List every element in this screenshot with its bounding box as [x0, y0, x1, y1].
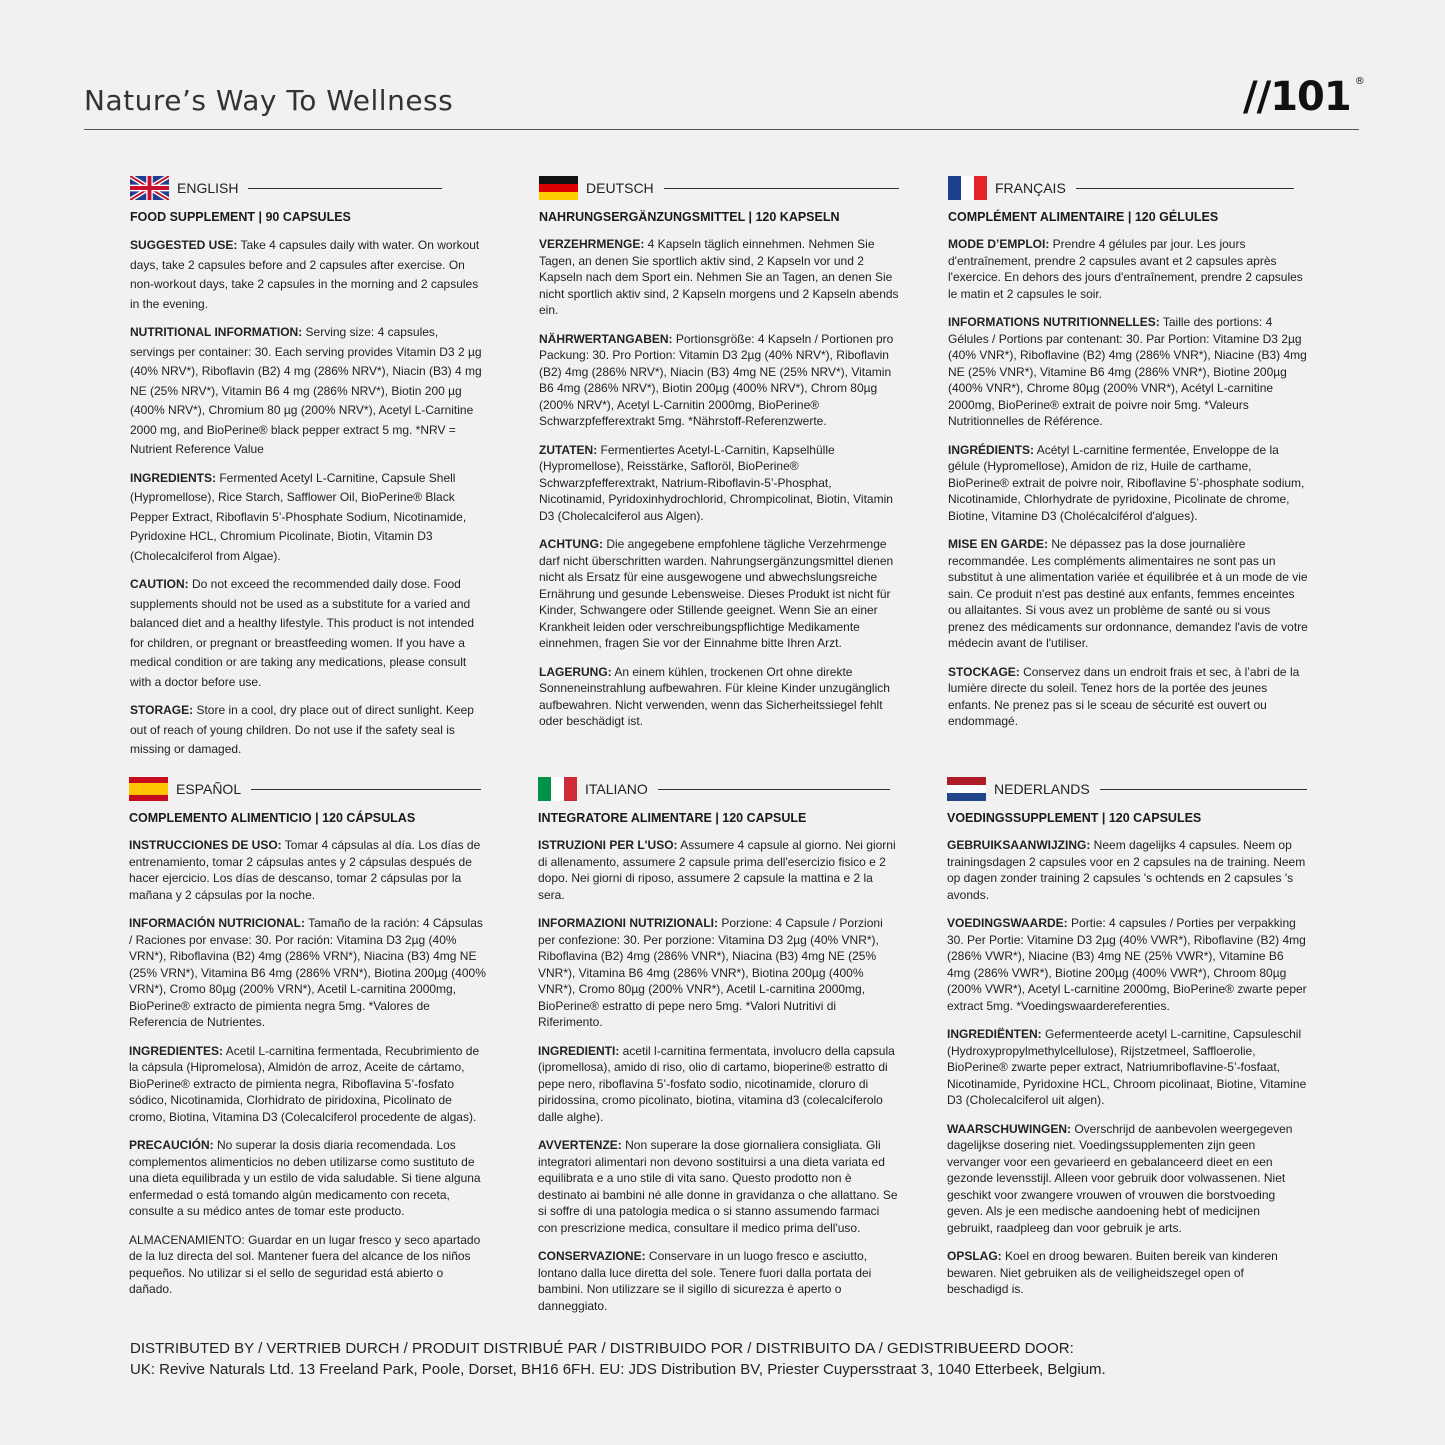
caution — [539, 536, 899, 652]
suggested-use — [947, 837, 1307, 903]
para-text: Gefermenteerde acetyl L-carnitine, Capsuleschil (Hydroxypropylmethylcellulose), Rijstzetmeel, Saffloerolie, BioPerine® zwarte peper extract, Natriumriboflavine-5’-fosfaat, Nicotinamide, Pyridoxine HCL, Chroom picolinaat, Biotine, Vitamine D3 (Cholecalciferol uit algen). — [947, 1027, 1307, 1107]
distributor-address: UK: Revive Naturals Ltd. 13 Freeland Park, Poole, Dorset, BH16 6FH. EU: JDS Distribution BV, Priester Cuypersstraat 3, 1040 Etterbeek, Belgium. — [130, 1361, 1106, 1378]
para-label: INGREDIËNTEN: — [947, 1027, 1042, 1041]
para-label: INFORMATIONS NUTRITIONNELLES: — [948, 315, 1160, 329]
storage — [130, 701, 482, 760]
para-label: OPSLAG: — [947, 1249, 1002, 1263]
language-header — [948, 176, 1308, 200]
suggested-use — [539, 236, 899, 319]
para-label: NÄHRWERTANGABEN: — [539, 331, 673, 346]
para-text: Prendre 4 gélules par jour. Les jours d'entraînement, prendre 2 capsules avant et 2 capsules après l'exercice. En dehors des jours d'entraînement, prendre 2 capsules le matin et 2 capsules le soir. — [948, 237, 1303, 301]
language-rule — [664, 188, 899, 189]
germany-flag-icon — [539, 176, 578, 200]
ingredients — [538, 1043, 898, 1126]
language-header — [538, 777, 898, 801]
para-text: Portionsgröße: 4 Kapseln / Portionen pro Packung: 30. Pro Portion: Vitamin D3 2µg (40% NRV*), Riboflavin (B2) 4mg (286% NRV*), Niacin (B3) 4mg NE (25% NRV*), Vitamin B6 4mg (286% NRV*), Biotin 200µg (400% NRV*), Chrom 80µg (200% NRV*), Acetyl L-Carnitin 2000mg, BioPerine® Schwarzpfefferextrakt 5mg. *Nährstoff-Referenzwerte. — [539, 331, 894, 428]
ingredients — [129, 1043, 489, 1126]
para-text: Neem dagelijks 4 capsules. Neem op trainingsdagen 2 capsules voor en 2 capsules na de training. Neem op dagen zonder training 2 capsules 's ochtends en 2 capsules 's avonds. — [947, 838, 1306, 902]
spain-flag-icon — [129, 777, 168, 801]
para-label: MODE D’EMPLOI: — [948, 237, 1050, 251]
storage — [947, 1248, 1307, 1298]
language-rule — [1100, 789, 1307, 790]
para-text: acetil l-carnitina fermentata, involucro della capsula (ipromellosa), amido di riso, olio di cartamo, bioperine® estratto di pepe nero, riboflavina 5’-fosfato sodio, nicotinamide, cloruro di piridossina, cromo picolinato, biotina, vitamina d3 (colecalciferolo dalle alghe). — [538, 1043, 895, 1124]
suggested-use — [129, 837, 489, 903]
page-title: Nature’s Way To Wellness — [84, 84, 454, 117]
product-subtitle: VOEDINGSSUPPLEMENT | 120 CAPSULES — [947, 811, 1202, 825]
language-name: ENGLISH — [177, 180, 239, 196]
para-label: INSTRUCCIONES DE USO: — [129, 838, 282, 852]
para-text: Tamaño de la ración: 4 Cápsulas / Raciones por envase: 30. Por ración: Vitamina D3 2µg (40% VRN*), Riboflavina (B2) 4mg (286% VRN*), Niacina (B3) 4mg NE (25% VRN*), Vitamina B6 4mg (286% VRN*), Biotina 200µg (400% VRN*), Cromo 80µg (200% VRN*), Acetil L-carnitina 2000mg, BioPerine® extracto de pimienta negra 5mg. *Valores de Referencia de Nutrientes. — [129, 916, 486, 1029]
language-name: ITALIANO — [585, 781, 648, 797]
para-label: STORAGE: — [130, 703, 194, 717]
suggested-use — [130, 236, 482, 314]
language-rule — [248, 188, 442, 189]
nutritional-information — [948, 314, 1308, 430]
para-label: CAUTION: — [130, 577, 189, 591]
language-name: NEDERLANDS — [994, 781, 1090, 797]
registered-mark: ® — [1354, 76, 1364, 87]
para-label: SUGGESTED USE: — [130, 238, 238, 252]
netherlands-flag-icon — [947, 777, 986, 801]
language-header — [129, 777, 489, 801]
para-text: Ne dépassez pas la dose journalière recommandée. Les compléments alimentaires ne sont pas un substitut à une alimentation variée et équilibrée et à un mode de vie sain. Ce produit n'est pas destiné aux enfants, femmes enceintes ou allaitantes. Si vous avez un problème de santé ou si vous prenez des médicaments sur ordonnance, demandez l'avis de votre médecin avant de l'utiliser. — [948, 537, 1308, 650]
language-rule — [251, 789, 481, 790]
section-english — [130, 176, 482, 769]
para-label: INGRÉDIENTS: — [948, 442, 1035, 457]
distributed-by-line: DISTRIBUTED BY / VERTRIEB DURCH / PRODUIT DISTRIBUÉ PAR / DISTRIBUIDO POR / DISTRIBUITO DA / GEDISTRIBUEERD DOOR: — [130, 1340, 1074, 1357]
para-text: Die angegebene empfohlene tägliche Verzehrmenge darf nicht überschritten warden. Nahrungsergänzungsmittel dienen nicht als Ersatz für eine ausgewogene und abwechslungsreiche Ernährung und gesunde Lebensweise. Dieses Produkt ist nicht für Kinder, Schwangere oder Stillende geeignet. Wenn Sie an einer Krankheit leiden oder verschreibungspflichtige Medikamente einnehmen, fragen Sie vor der Einnahme bitte Ihren Arzt. — [539, 537, 894, 650]
storage — [539, 664, 899, 730]
language-name: FRANÇAIS — [995, 180, 1066, 196]
ingredients — [130, 469, 482, 567]
para-label: INFORMACIÓN NUTRICIONAL: — [129, 916, 305, 930]
product-subtitle: COMPLEMENTO ALIMENTICIO | 120 CÁPSULAS — [129, 811, 416, 825]
distribution-footer — [130, 1338, 1106, 1380]
language-name: ESPAÑOL — [176, 781, 242, 797]
para-label: WAARSCHUWINGEN: — [947, 1121, 1071, 1136]
para-text: Non superare la dose giornaliera consigliata. Gli integratori alimentari non devono sostituirsi a una dieta variata ed equilibrata e a uno stile di vita sano. Questo prodotto non è destinato ai bambini né alle donne in gravidanza o che allattano. Se si soffre di una patologia medica o si stanno assumendo farmaci con prescrizione medica, consultare il medico prima dell'uso. — [538, 1138, 898, 1235]
caution — [948, 536, 1308, 652]
nutritional-information — [538, 915, 898, 1031]
para-text: Acetil L-carnitina fermentada, Recubrimiento de la cápsula (Hipromelosa), Almidón de arroz, Aceite de cártamo, BioPerine® extracto de pimienta negra, Riboflavina 5’-fosfato sódico, Nicotinamida, Clorhidrato de piridoxina, Picolinato de cromo, Biotina, Vitamina D3 (Colecalciferol procedente de algas). — [129, 1043, 480, 1124]
section-deutsch — [539, 176, 899, 742]
italy-flag-icon — [538, 777, 577, 801]
para-label: AVVERTENZE: — [538, 1138, 622, 1152]
para-text: Fermented Acetyl L-Carnitine, Capsule Shell (Hypromellose), Rice Starch, Safflower Oil, BioPerine® Black Pepper Extract, Riboflavin 5’-Phosphate Sodium, Nicotinamide, Pyridoxine HCL, Chromium Picolinate, Biotin, Vitamin D3 (Cholecalciferol from Algae). — [130, 470, 467, 563]
para-label: ACHTUNG: — [539, 537, 603, 551]
para-text: Conservare in un luogo fresco e asciutto, lontano dalla luce diretta del sole. Tenere fuori dalla portata dei bambini. Non utilizzare se il sigillo di sicurezza è aperto o danneggiato. — [538, 1249, 872, 1313]
brand-logo — [1243, 74, 1364, 120]
language-header — [947, 777, 1307, 801]
language-rule — [658, 789, 890, 790]
section-espanol — [129, 777, 489, 1310]
nutritional-information — [129, 915, 489, 1031]
section-francais — [948, 176, 1308, 742]
para-label: ZUTATEN: — [539, 442, 598, 457]
logo-text: //101 — [1243, 74, 1351, 120]
nutritional-information — [947, 915, 1307, 1014]
para-label: LAGERUNG: — [539, 664, 612, 679]
uk-flag-icon — [130, 176, 169, 200]
para-text: ALMACENAMIENTO: Guardar en un lugar fresco y seco apartado de la luz directa del sol. Mantener fuera del alcance de los niños pequeños. No utilizar si el sello de seguridad está abierto o dañado. — [129, 1232, 481, 1296]
para-text: Fermentiertes Acetyl-L-Carnitin, Kapselhülle (Hypromellose), Reisstärke, Safloröl, BioPerine® Schwarzpfefferextrakt, Natrium-Riboflavin-5’-Phosphat, Nicotinamid, Pyridoxinhydrochlorid, Chrompicolinat, Biotin, Vitamin D3 (Cholecalciferol aus Algen). — [539, 442, 893, 523]
para-label: GEBRUIKSAANWIJZING: — [947, 838, 1091, 852]
suggested-use — [538, 837, 898, 903]
para-text: An einem kühlen, trockenen Ort ohne direkte Sonneneinstrahlung aufbewahren. Für kleine Kinder unzugänglich aufbewahren. Nicht verwenden, wenn das Sicherheitssiegel fehlt oder beschädigt ist. — [539, 664, 890, 728]
para-text: Taille des portions: 4 Gélules / Portions par contenant: 30. Par Portion: Vitamine D3 2µg (40% VNR*), Riboflavine (B2) 4mg (286% VNR*), Niacine (B3) 4mg NE (25% VNR*), Vitamine B6 4mg (286% VNR*), Biotine 200µg (400% VNR*), Chrome 80µg (200% VNR*), Acétyl L-carnitine 2000mg, BioPerine® extrait de poivre noir 5mg. *Valeurs Nutritionnelles de Référence. — [948, 315, 1307, 428]
header-divider — [84, 129, 1359, 130]
ingredients — [947, 1026, 1307, 1109]
para-text: Do not exceed the recommended daily dose. Food supplements should not be used as a substitute for a varied and balanced diet and a healthy lifestyle. This product is not intended for children, or pregnant or breastfeeding women. If you have a medical condition or are taking any medications, please consult with a doctor before use. — [130, 577, 475, 689]
para-text: Store in a cool, dry place out of direct sunlight. Keep out of reach of young children. Do not use if the safety seal is missing or damaged. — [130, 703, 474, 756]
suggested-use — [948, 236, 1308, 302]
language-name: DEUTSCH — [586, 180, 654, 196]
nutritional-information — [130, 323, 482, 460]
caution — [538, 1137, 898, 1236]
para-text: Serving size: 4 capsules, servings per container: 30. Each serving provides Vitamin D3 2 µg (40% NRV*), Riboflavin (B2) 4 mg (286% NRV*), Niacin (B3) 4 mg NE (25% NRV*), Vitamin B6 4 mg (286% NRV*), Biotin 200 µg (400% NRV*), Chromium 80 µg (200% NRV*), Acetyl L-Carnitine 2000 mg, and BioPerine® black pepper extract 5 mg. *NRV = Nutrient Reference Value — [130, 325, 482, 456]
section-nederlands — [947, 777, 1307, 1310]
product-subtitle: NAHRUNGSERGÄNZUNGSMITTEL | 120 KAPSELN — [539, 210, 840, 224]
section-italiano — [538, 777, 898, 1326]
para-label: ISTRUZIONI PER L'USO: — [538, 838, 678, 852]
para-label: MISE EN GARDE: — [948, 537, 1049, 551]
para-label: NUTRITIONAL INFORMATION: — [130, 325, 303, 339]
para-text: Portie: 4 capsules / Porties per verpakking 30. Per Portie: Vitamine D3 2µg (40% VWR*), Riboflavine (B2) 4mg (286% VWR*), Niacine (B3) 4mg NE (25% VWR*), Vitamine B6 4mg (286% VWR*), Biotine 200µg (400% VWR*), Chroom 80µg (200% VWR*), Acetyl L-carnitine 2000mg, BioPerine® zwarte peper extract 5mg. *Voedingswaardereferenties. — [947, 916, 1307, 1013]
para-label: INFORMAZIONI NUTRIZIONALI: — [538, 916, 718, 930]
para-label: INGREDIENTI: — [538, 1043, 620, 1058]
language-header — [539, 176, 899, 200]
para-label: VERZEHRMENGE: — [539, 237, 645, 251]
para-label: INGREDIENTES: — [129, 1043, 224, 1058]
para-text: Overschrijd de aanbevolen weergegeven dagelijkse dosering niet. Voedingssupplementen zijn geen vervanger voor een gevarieerd en gebalanceerd dieet en een gezonde levensstijl. Alleen voor gebruik door volwassenen. Niet geschikt voor zwangere vrouwen of vrouwen die borstvoeding geven. Als je een medische aandoening hebt of medicijnen gebruikt, raadpleeg dan voor gebruik je arts. — [947, 1121, 1293, 1235]
france-flag-icon — [948, 176, 987, 200]
para-text: Take 4 capsules daily with water. On workout days, take 2 capsules before and 2 capsules after exercise. On non-workout days, take 2 capsules in the morning and 2 capsules in the evening. — [130, 238, 480, 311]
caution — [130, 575, 482, 692]
ingredients — [539, 442, 899, 525]
para-text: Koel en droog bewaren. Buiten bereik van kinderen bewaren. Niet gebruiken als de veiligheidszegel open of beschadigd is. — [947, 1249, 1278, 1296]
caution — [129, 1137, 489, 1220]
language-rule — [1076, 188, 1294, 189]
para-label: INGREDIENTS: — [130, 470, 217, 485]
para-text: Conservez dans un endroit frais et sec, à l’abri de la lumière directe du soleil. Tenez hors de la portée des jeunes enfants. Ne prenez pas si le sceau de sécurité est ouvert ou endommagé. — [948, 664, 1300, 728]
para-text: Acétyl L-carnitine fermentée, Enveloppe de la gélule (Hypromellose), Amidon de riz, Huile de carthame, BioPerine® extrait de poivre noir, Riboflavine 5’-phosphate sodium, Nicotinamide, Chlorhydrate de pyridoxine, Picolinate de chrome, Biotine, Vitamine D3 (Cholécalciférol d'algues). — [948, 442, 1305, 523]
para-text: 4 Kapseln täglich einnehmen. Nehmen Sie Tagen, an denen Sie sportlich aktiv sind, 2 Kapseln vor und 2 Kapseln nach dem Sport ein. Nehmen Sie an Tagen, an denen Sie nicht sportlich aktiv sind, 2 Kapseln morgens und 2 Kapseln abends ein. — [539, 237, 899, 317]
para-text: Tomar 4 cápsulas al día. Los días de entrenamiento, tomar 2 cápsulas antes y 2 cápsulas después de hacer ejercicio. Los días de descanso, tomar 2 cápsulas por la mañana y 2 cápsulas por la noche. — [129, 838, 481, 902]
storage — [129, 1232, 489, 1298]
product-subtitle: COMPLÉMENT ALIMENTAIRE | 120 GÉLULES — [948, 210, 1219, 224]
storage — [538, 1248, 898, 1314]
para-text: Porzione: 4 Capsule / Porzioni per confezione: 30. Per porzione: Vitamina D3 2µg (40% VNR*), Riboflavina (B2) 4mg (286% VNR*), Niacina (B3) 4mg NE (25% VNR*), Vitamina B6 4mg (286% VNR*), Biotina 200µg (400% VNR*), Cromo 80µg (200% VNR*), Acetil L-carnitina 2000mg, BioPerine® estratto di pepe nero 5mg. *Valori Nutritivi di Riferimento. — [538, 916, 883, 1029]
nutritional-information — [539, 331, 899, 430]
product-subtitle: FOOD SUPPLEMENT | 90 CAPSULES — [130, 210, 351, 224]
para-text: Assumere 4 capsule al giorno. Nei giorni di allenamento, assumere 2 capsule prima dell'esercizio fisico e 2 dopo. Nei giorni di riposo, assumere 2 capsule la mattina e 2 la sera. — [538, 838, 896, 902]
product-subtitle: INTEGRATORE ALIMENTARE | 120 CAPSULE — [538, 811, 807, 825]
para-label: CONSERVAZIONE: — [538, 1249, 646, 1263]
para-label: VOEDINGSWAARDE: — [947, 916, 1068, 930]
para-label: STOCKAGE: — [948, 664, 1020, 679]
language-header — [130, 176, 482, 200]
para-label: PRECAUCIÓN: — [129, 1138, 214, 1152]
storage — [948, 664, 1308, 730]
para-text: No superar la dosis diaria recomendada. Los complementos alimenticios no deben utilizarse como sustituto de una dieta equilibrada y un estilo de vida saludable. Si tiene alguna enfermedad o está tomando algún medicamento con receta, consulte a su médico antes de tomar este producto. — [129, 1138, 481, 1218]
caution — [947, 1121, 1307, 1237]
ingredients — [948, 442, 1308, 525]
